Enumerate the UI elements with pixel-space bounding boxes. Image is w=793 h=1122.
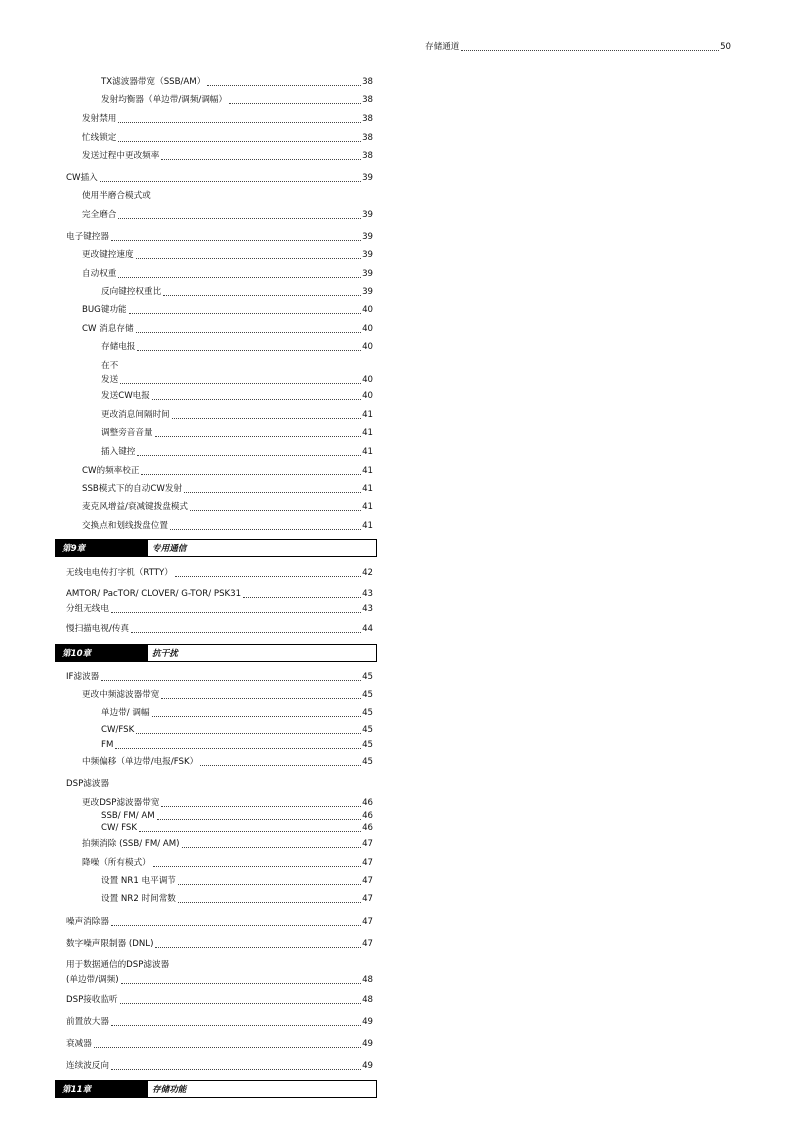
chapter-number: 第9章 [56, 540, 148, 556]
toc-entry[interactable] [66, 568, 373, 579]
toc-entry[interactable] [82, 858, 373, 869]
toc-entry[interactable] [101, 342, 373, 353]
toc-entry[interactable] [101, 391, 373, 402]
toc-entry[interactable] [82, 839, 373, 850]
dot-leader [111, 1025, 361, 1026]
toc-entry-page: 47 [362, 894, 373, 904]
toc-entry-page: 45 [362, 708, 373, 718]
toc-entry-page: 40 [362, 391, 373, 401]
dot-leader [136, 258, 361, 259]
toc-entry[interactable] [66, 672, 373, 683]
toc-entry-label: 慢扫描电视/传真 [66, 624, 130, 634]
toc-entry-label: 设置 NR1 电平调节 [101, 876, 176, 886]
toc-entry-page: 42 [362, 568, 373, 578]
toc-entry[interactable] [101, 708, 373, 719]
toc-entry[interactable] [82, 210, 373, 221]
dot-leader [229, 103, 361, 104]
toc-entry-label: 完全磨合 [82, 210, 117, 220]
dot-leader [200, 765, 361, 766]
toc-entry-page: 44 [362, 624, 373, 634]
toc-entry-label: 用于数据通信的DSP滤波器 [66, 960, 170, 970]
toc-entry-page: 48 [362, 975, 373, 985]
toc-entry-label: 更改中频滤波器带宽 [82, 690, 160, 700]
toc-entry-page: 45 [362, 690, 373, 700]
toc-entry-page: 47 [362, 917, 373, 927]
dot-leader [161, 159, 361, 160]
toc-entry[interactable] [82, 133, 373, 144]
dot-leader [153, 866, 361, 867]
toc-entry-page: 41 [362, 502, 373, 512]
toc-entry-page: 45 [362, 757, 373, 767]
toc-entry-label: 反向键控权重比 [101, 287, 162, 297]
toc-entry-page: 41 [362, 484, 373, 494]
toc-entry-page: 38 [362, 95, 373, 105]
toc-entry-label: 衰减器 [66, 1039, 92, 1049]
toc-entry-page: 39 [362, 287, 373, 297]
chapter-heading [55, 539, 377, 557]
toc-entry-page: 49 [362, 1017, 373, 1027]
toc-entry-label: SSB/ FM/ AM [101, 811, 155, 821]
toc-entry[interactable] [101, 77, 373, 88]
toc-entry-page: 39 [362, 232, 373, 242]
toc-entry-page: 39 [362, 250, 373, 260]
toc-entry-label: 麦克风增益/衰减键拨盘模式 [82, 502, 189, 512]
toc-entry-page: 45 [362, 740, 373, 750]
toc-entry-label: 分组无线电 [66, 604, 109, 614]
dot-leader [178, 884, 361, 885]
toc-entry-label: 电子键控器 [66, 232, 109, 242]
dot-leader [118, 141, 361, 142]
toc-entry[interactable] [82, 757, 373, 768]
toc-entry[interactable] [82, 324, 373, 335]
dot-leader [157, 819, 361, 820]
toc-entry-label: SSB模式下的自动CW发射 [82, 484, 183, 494]
dot-leader [163, 295, 361, 296]
chapter-number: 第10章 [56, 645, 148, 661]
toc-entry-label: 在不 [101, 361, 119, 371]
dot-leader [115, 748, 361, 749]
dot-leader [118, 218, 361, 219]
toc-entry-page: 40 [362, 375, 373, 385]
dot-leader [243, 597, 361, 598]
dot-leader [170, 529, 361, 530]
toc-entry-label: 发送 [101, 375, 119, 385]
toc-entry[interactable] [101, 876, 373, 887]
toc-entry-page: 41 [362, 428, 373, 438]
toc-entry-page: 41 [362, 410, 373, 420]
toc-entry[interactable] [66, 604, 373, 615]
toc-entry[interactable] [82, 690, 373, 701]
toc-entry-page: 41 [362, 447, 373, 457]
toc-entry-page: 46 [362, 811, 373, 821]
toc-entry-label: 发射均衡器（单边带/调频/调幅） [101, 95, 228, 105]
toc-entry-page: 38 [362, 114, 373, 124]
dot-leader [137, 455, 361, 456]
dot-leader [161, 806, 361, 807]
dot-leader [111, 240, 361, 241]
toc-entry[interactable] [101, 740, 373, 751]
toc-entry[interactable] [66, 173, 373, 184]
toc-entry-label: 插入键控 [101, 447, 136, 457]
dot-leader [136, 733, 361, 734]
toc-entry-page: 38 [362, 77, 373, 87]
toc-entry[interactable] [101, 95, 373, 106]
dot-leader [121, 983, 361, 984]
toc-entry-label: 发送过程中更改频率 [82, 151, 160, 161]
toc-entry[interactable] [82, 521, 373, 532]
toc-entry-label: 调整旁音音量 [101, 428, 153, 438]
toc-entry-label: 使用半磨合模式或 [82, 191, 151, 201]
toc-entry[interactable] [82, 269, 373, 280]
dot-leader [131, 632, 361, 633]
dot-leader [172, 418, 361, 419]
dot-leader [101, 680, 361, 681]
toc-entry-label: 更改消息间隔时间 [101, 410, 170, 420]
toc-entry-label: 降噪（所有模式） [82, 858, 151, 868]
dot-leader [136, 332, 361, 333]
chapter-title: 专用通信 [152, 544, 187, 554]
toc-entry-label: 更改键控速度 [82, 250, 134, 260]
dot-leader [152, 399, 361, 400]
toc-entry-label: 中频偏移（单边带/电报/FSK） [82, 757, 199, 767]
toc-entry-page: 49 [362, 1061, 373, 1071]
toc-entry[interactable] [82, 250, 373, 261]
toc-entry-page: 43 [362, 604, 373, 614]
toc-entry-label: CW 消息存储 [82, 324, 134, 334]
toc-entry[interactable] [82, 114, 373, 125]
dot-leader [100, 181, 361, 182]
toc-entry[interactable] [82, 305, 373, 316]
toc-entry-label: FM [101, 740, 114, 750]
toc-entry-label: TX滤波器带宽（SSB/AM） [101, 77, 206, 87]
dot-leader [461, 50, 719, 51]
toc-entry-label: 交换点和划线拨盘位置 [82, 521, 168, 531]
toc-entry-page: 47 [362, 858, 373, 868]
dot-leader [118, 277, 361, 278]
toc-entry[interactable] [101, 823, 373, 834]
toc-entry[interactable] [101, 725, 373, 736]
toc-entry-label: CW/FSK [101, 725, 135, 735]
toc-entry-label: 连续波反向 [66, 1061, 109, 1071]
toc-entry[interactable] [66, 1017, 373, 1028]
toc-entry-label: IF滤波器 [66, 672, 100, 682]
dot-leader [207, 85, 361, 86]
toc-entry[interactable] [66, 624, 373, 635]
toc-entry[interactable] [66, 917, 373, 928]
toc-entry-page: 45 [362, 672, 373, 682]
toc-entry-label: 拍频消除 (SSB/ FM/ AM) [82, 839, 180, 849]
toc-entry-page: 39 [362, 173, 373, 183]
toc-entry-label: 存储通道 [425, 42, 460, 52]
toc-entry-label: 单边带/ 调幅 [101, 708, 150, 718]
toc-entry-label: 无线电电传打字机（RTTY） [66, 568, 173, 578]
toc-entry[interactable] [66, 1039, 373, 1050]
dot-leader [118, 122, 361, 123]
toc-entry-page: 45 [362, 725, 373, 735]
toc-entry-label: BUG键功能 [82, 305, 127, 315]
toc-entry-page: 46 [362, 798, 373, 808]
dot-leader [141, 474, 361, 475]
toc-entry[interactable] [66, 589, 373, 600]
toc-entry-page: 40 [362, 324, 373, 334]
toc-entry-page: 41 [362, 466, 373, 476]
toc-entry-page: 48 [362, 995, 373, 1005]
chapter-title: 存储功能 [152, 1085, 187, 1095]
toc-entry[interactable] [101, 287, 373, 298]
toc-entry[interactable] [66, 232, 373, 243]
toc-entry[interactable] [82, 151, 373, 162]
toc-entry[interactable] [101, 410, 373, 421]
dot-leader [155, 947, 361, 948]
chapter-heading [55, 644, 377, 662]
toc-entry-label: 发射禁用 [82, 114, 117, 124]
toc-entry[interactable] [82, 484, 373, 495]
toc-entry-label: 数字噪声限制器 (DNL) [66, 939, 154, 949]
dot-leader [178, 902, 361, 903]
toc-entry[interactable] [425, 42, 731, 53]
toc-entry[interactable] [101, 447, 373, 458]
toc-entry[interactable] [101, 375, 373, 386]
toc-entry-label: 前置放大器 [66, 1017, 109, 1027]
toc-entry-label: 自动权重 [82, 269, 117, 279]
toc-entry-page: 49 [362, 1039, 373, 1049]
dot-leader [111, 612, 361, 613]
toc-entry[interactable] [66, 995, 373, 1006]
toc-entry-label: AMTOR/ PacTOR/ CLOVER/ G-TOR/ PSK31 [66, 589, 242, 599]
toc-entry[interactable] [66, 1061, 373, 1072]
toc-entry-label: CW的频率校正 [82, 466, 140, 476]
toc-entry-label: 更改DSP滤波器带宽 [82, 798, 160, 808]
chapter-title: 抗干扰 [152, 649, 178, 659]
toc-entry-label: CW/ FSK [101, 823, 138, 833]
toc-entry-page: 38 [362, 133, 373, 143]
dot-leader [94, 1047, 361, 1048]
toc-entry-page: 46 [362, 823, 373, 833]
dot-leader [111, 925, 361, 926]
toc-entry[interactable] [66, 975, 373, 986]
toc-entry[interactable] [82, 466, 373, 477]
dot-leader [184, 492, 361, 493]
toc-entry-page: 47 [362, 876, 373, 886]
chapter-heading [55, 1080, 377, 1098]
toc-entry-page: 40 [362, 342, 373, 352]
toc-entry-label: 忙线锁定 [82, 133, 117, 143]
chapter-number: 第11章 [56, 1081, 148, 1097]
toc-entry-label: 存储电报 [101, 342, 136, 352]
toc-entry-page: 47 [362, 939, 373, 949]
dot-leader [182, 847, 362, 848]
toc-entry-page: 39 [362, 269, 373, 279]
dot-leader [155, 436, 361, 437]
toc-entry-label: DSP接收监听 [66, 995, 118, 1005]
toc-entry[interactable] [82, 502, 373, 513]
toc-entry-label: CW插入 [66, 173, 98, 183]
toc-entry-page: 41 [362, 521, 373, 531]
dot-leader [139, 831, 361, 832]
dot-leader [152, 716, 361, 717]
dot-leader [175, 576, 361, 577]
dot-leader [137, 350, 361, 351]
toc-entry-page: 39 [362, 210, 373, 220]
toc-entry-label: DSP滤波器 [66, 779, 110, 789]
toc-entry-page: 38 [362, 151, 373, 161]
dot-leader [129, 313, 361, 314]
toc-entry-label: 设置 NR2 时间常数 [101, 894, 176, 904]
toc-entry-page: 47 [362, 839, 373, 849]
toc-entry-label: 噪声消除器 [66, 917, 109, 927]
dot-leader [161, 698, 361, 699]
toc-entry[interactable] [82, 798, 373, 809]
dot-leader [190, 510, 361, 511]
toc-entry[interactable] [101, 894, 373, 905]
dot-leader [120, 383, 361, 384]
toc-entry-label: 发送CW电报 [101, 391, 150, 401]
toc-entry-page: 50 [720, 42, 731, 52]
toc-entry-page: 40 [362, 305, 373, 315]
toc-entry[interactable] [101, 811, 373, 822]
toc-entry[interactable] [101, 428, 373, 439]
toc-entry-page: 43 [362, 589, 373, 599]
toc-entry[interactable] [66, 939, 373, 950]
dot-leader [111, 1069, 361, 1070]
dot-leader [120, 1003, 361, 1004]
toc-entry-label: (单边带/调频) [66, 975, 119, 985]
